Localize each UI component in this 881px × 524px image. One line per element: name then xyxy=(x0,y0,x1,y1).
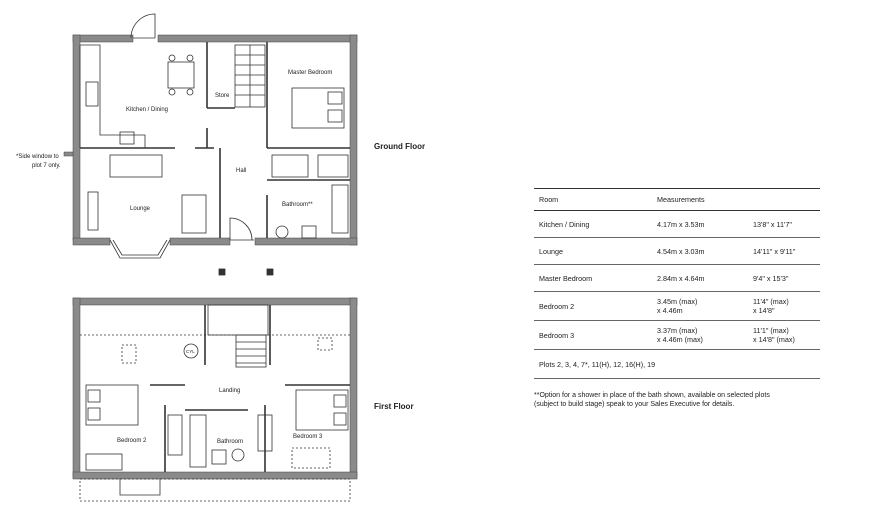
ground-toilet xyxy=(276,226,288,238)
row-metric xyxy=(652,211,748,238)
bathroom-footnote xyxy=(534,391,824,409)
row-imperial xyxy=(748,265,820,292)
ground-floor-outer-walls xyxy=(64,35,357,245)
metric-line: 3.45m (max) xyxy=(657,297,698,306)
imperial-line: 11'1" (max) xyxy=(753,326,789,335)
measurements-table-container xyxy=(534,188,820,379)
row-room-name: Master Bedroom xyxy=(534,265,652,292)
ground-floor-stairs xyxy=(235,45,265,107)
side-window-note-line1: *Side window to xyxy=(16,154,59,160)
table-row xyxy=(534,265,820,292)
imperial-line: x 14'8" (max) xyxy=(753,335,795,344)
row-metric xyxy=(652,321,748,350)
table-row xyxy=(534,211,820,238)
first-toilet xyxy=(232,449,244,461)
ground-bath xyxy=(332,185,348,233)
dining-table xyxy=(168,62,194,88)
bedroom2-wardrobe xyxy=(86,454,122,470)
metric-line: x 4.46m xyxy=(657,306,683,315)
front-door-swing xyxy=(131,14,155,38)
row-metric xyxy=(652,292,748,321)
header-measurements: Measurements xyxy=(652,189,820,211)
footnote-line2: (subject to build stage) speak to your Sales Executive for details. xyxy=(534,401,735,408)
imperial-line: 9'4" x 15'3" xyxy=(753,273,789,283)
metric-line: 4.54m x 3.03m xyxy=(657,246,705,256)
plots-row xyxy=(534,350,820,379)
measurements-table xyxy=(534,188,820,379)
room-label-kitchen-dining: Kitchen / Dining xyxy=(126,107,169,113)
table-body xyxy=(534,211,820,379)
master-wardrobe xyxy=(272,155,308,177)
side-window-note-line2: plot 7 only. xyxy=(32,163,61,169)
metric-line: 2.84m x 4.64m xyxy=(657,273,705,283)
kitchen-worktop xyxy=(80,45,145,148)
table-row xyxy=(534,321,820,350)
imperial-line: 11'4" (max) xyxy=(753,297,789,306)
table-row xyxy=(534,238,820,265)
room-label-lounge: Lounge xyxy=(130,206,151,212)
row-imperial xyxy=(748,292,820,321)
ground-floor-title: Ground Floor xyxy=(374,142,426,151)
lounge-bay-window xyxy=(110,240,170,258)
row-room-name: Lounge xyxy=(534,238,652,265)
metric-line: 4.17m x 3.53m xyxy=(657,219,705,229)
room-label-bedroom3: Bedroom 3 xyxy=(293,434,323,440)
table-row xyxy=(534,292,820,321)
imperial-line: 13'8" x 11'7" xyxy=(753,219,792,229)
room-label-cylinder: CYL xyxy=(186,349,195,354)
first-floor-internal-walls xyxy=(150,305,350,472)
ground-floor-plan xyxy=(64,14,357,275)
row-metric xyxy=(652,265,748,292)
row-metric xyxy=(652,238,748,265)
row-room-name: Bedroom 3 xyxy=(534,321,652,350)
room-label-master-bedroom: Master Bedroom xyxy=(288,70,333,76)
ground-basin xyxy=(302,226,316,238)
first-floor-plan xyxy=(73,298,357,501)
imperial-line: x 14'8" xyxy=(753,306,775,315)
first-floor-stairs xyxy=(208,305,268,367)
bedroom2-bed xyxy=(86,385,138,425)
table-header-row xyxy=(534,189,820,211)
bedroom3-bed xyxy=(296,390,348,430)
lounge-tv-unit xyxy=(88,192,98,230)
room-label-bedroom2: Bedroom 2 xyxy=(117,438,147,444)
row-room-name: Bedroom 2 xyxy=(534,292,652,321)
plots-list: Plots 2, 3, 4, 7*, 11(H), 12, 16(H), 19 xyxy=(534,350,820,379)
first-bath xyxy=(190,415,206,467)
imperial-line: 14'11" x 9'11" xyxy=(753,246,796,256)
footnote-line1: **Option for a shower in place of the bath shown, available on selected plots xyxy=(534,392,770,399)
metric-line: x 4.46m (max) xyxy=(657,335,703,344)
kitchen-oven xyxy=(86,82,98,106)
room-label-landing: Landing xyxy=(219,388,241,394)
room-label-hall: Hall xyxy=(236,168,247,174)
room-label-store: Store xyxy=(215,93,230,99)
row-imperial xyxy=(748,238,820,265)
porch-roof xyxy=(80,479,350,501)
row-room-name: Kitchen / Dining xyxy=(534,211,652,238)
room-label-bathroom-ground: Bathroom** xyxy=(282,202,313,208)
lounge-sofa xyxy=(110,155,162,177)
header-room: Room xyxy=(534,189,652,211)
row-imperial xyxy=(748,211,820,238)
kitchen-hob xyxy=(120,132,134,144)
room-label-bathroom-first: Bathroom xyxy=(217,439,244,445)
first-floor-title: First Floor xyxy=(374,402,414,411)
row-imperial xyxy=(748,321,820,350)
hall-door-swing xyxy=(230,218,254,240)
lounge-armchair xyxy=(182,195,206,233)
first-floor-outer-walls xyxy=(73,298,357,479)
metric-line: 3.37m (max) xyxy=(657,326,698,335)
first-basin xyxy=(212,450,226,464)
